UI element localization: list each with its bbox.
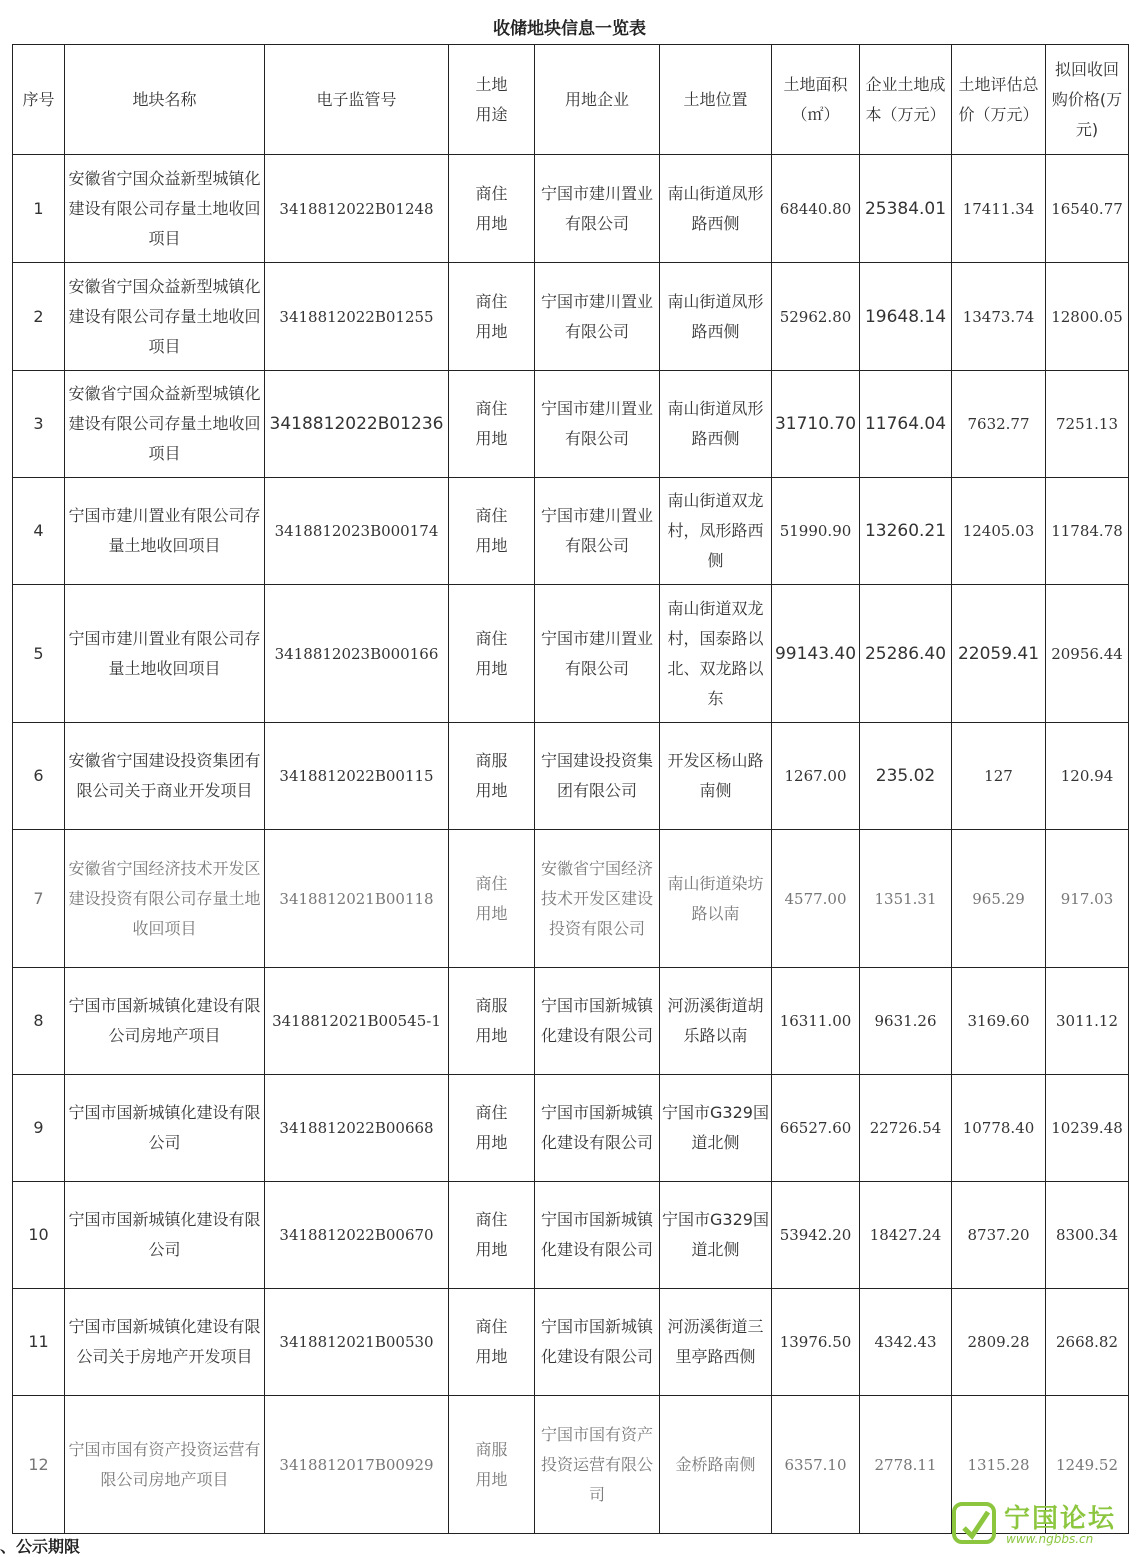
cell-code: 3418812022B01248 xyxy=(265,155,449,263)
cell-use: 商住用地 xyxy=(449,1075,535,1182)
land-info-table xyxy=(12,44,1129,1534)
cell-company: 宁国市建川置业有限公司 xyxy=(535,585,660,723)
cell-area: 31710.70 xyxy=(772,371,860,478)
table-row xyxy=(13,155,1129,263)
cell-cost: 235.02 xyxy=(860,723,952,830)
cell-appraisal: 1315.28 xyxy=(952,1396,1046,1534)
cell-location: 宁国市G329国道北侧 xyxy=(660,1182,772,1289)
cell-use: 商住用地 xyxy=(449,263,535,371)
cell-price: 3011.12 xyxy=(1046,968,1129,1075)
cell-name: 安徽省宁国建设投资集团有限公司关于商业开发项目 xyxy=(65,723,265,830)
cell-price: 12800.05 xyxy=(1046,263,1129,371)
cell-no: 9 xyxy=(13,1075,65,1182)
cell-name: 宁国市国新城镇化建设有限公司 xyxy=(65,1075,265,1182)
cell-use: 商住用地 xyxy=(449,371,535,478)
cell-price: 20956.44 xyxy=(1046,585,1129,723)
cell-location: 河沥溪街道胡乐路以南 xyxy=(660,968,772,1075)
cell-area: 6357.10 xyxy=(772,1396,860,1534)
table-row xyxy=(13,968,1129,1075)
cell-no: 10 xyxy=(13,1182,65,1289)
cell-cost: 1351.31 xyxy=(860,830,952,968)
cell-company: 安徽省宁国经济技术开发区建设投资有限公司 xyxy=(535,830,660,968)
cell-company: 宁国市国新城镇化建设有限公司 xyxy=(535,1289,660,1396)
cell-area: 53942.20 xyxy=(772,1182,860,1289)
cell-company: 宁国市国新城镇化建设有限公司 xyxy=(535,1182,660,1289)
table-row xyxy=(13,1289,1129,1396)
col-header-use: 土地用途 xyxy=(449,45,535,155)
cell-no: 2 xyxy=(13,263,65,371)
table-row xyxy=(13,1182,1129,1289)
cell-cost: 22726.54 xyxy=(860,1075,952,1182)
cell-no: 4 xyxy=(13,478,65,585)
cell-no: 7 xyxy=(13,830,65,968)
watermark-text: 宁国论坛 xyxy=(1004,1504,1117,1534)
cell-appraisal: 12405.03 xyxy=(952,478,1046,585)
cell-code: 3418812023B000174 xyxy=(265,478,449,585)
col-header-location: 土地位置 xyxy=(660,45,772,155)
cell-appraisal: 2809.28 xyxy=(952,1289,1046,1396)
cell-appraisal: 3169.60 xyxy=(952,968,1046,1075)
cell-use: 商住用地 xyxy=(449,1182,535,1289)
cell-location: 南山街道凤形路西侧 xyxy=(660,263,772,371)
cell-use: 商服用地 xyxy=(449,968,535,1075)
cell-no: 6 xyxy=(13,723,65,830)
cell-name: 宁国市国新城镇化建设有限公司 xyxy=(65,1182,265,1289)
watermark xyxy=(950,1498,1130,1548)
cell-price: 8300.34 xyxy=(1046,1182,1129,1289)
cell-name: 宁国市建川置业有限公司存量土地收回项目 xyxy=(65,585,265,723)
cell-code: 3418812021B00118 xyxy=(265,830,449,968)
table-row xyxy=(13,585,1129,723)
cell-code: 3418812021B00530 xyxy=(265,1289,449,1396)
cell-price: 7251.13 xyxy=(1046,371,1129,478)
cell-location: 南山街道双龙村，国泰路以北、双龙路以东 xyxy=(660,585,772,723)
section-heading-publicity-period: 、公示期限 xyxy=(0,1537,81,1556)
cell-use: 商住用地 xyxy=(449,585,535,723)
cell-code: 3418812021B00545-1 xyxy=(265,968,449,1075)
cell-cost: 25286.40 xyxy=(860,585,952,723)
cell-company: 宁国建设投资集团有限公司 xyxy=(535,723,660,830)
cell-use: 商住用地 xyxy=(449,1289,535,1396)
cell-area: 66527.60 xyxy=(772,1075,860,1182)
table-row xyxy=(13,1075,1129,1182)
cell-no: 11 xyxy=(13,1289,65,1396)
cell-price: 2668.82 xyxy=(1046,1289,1129,1396)
cell-code: 3418812017B00929 xyxy=(265,1396,449,1534)
cell-cost: 11764.04 xyxy=(860,371,952,478)
cell-cost: 4342.43 xyxy=(860,1289,952,1396)
cell-area: 99143.40 xyxy=(772,585,860,723)
col-header-price: 拟回收回购价格(万元) xyxy=(1046,45,1129,155)
cell-company: 宁国市建川置业有限公司 xyxy=(535,371,660,478)
cell-area: 52962.80 xyxy=(772,263,860,371)
cell-company: 宁国市国新城镇化建设有限公司 xyxy=(535,1075,660,1182)
cell-code: 3418812022B00115 xyxy=(265,723,449,830)
cell-use: 商住用地 xyxy=(449,830,535,968)
cell-use: 商服用地 xyxy=(449,723,535,830)
cell-location: 开发区杨山路南侧 xyxy=(660,723,772,830)
cell-name: 宁国市国新城镇化建设有限公司关于房地产开发项目 xyxy=(65,1289,265,1396)
cell-cost: 18427.24 xyxy=(860,1182,952,1289)
col-header-code: 电子监管号 xyxy=(265,45,449,155)
cell-price: 16540.77 xyxy=(1046,155,1129,263)
page-title: 收储地块信息一览表 xyxy=(493,19,646,39)
col-header-cost: 企业土地成本（万元） xyxy=(860,45,952,155)
cell-no: 3 xyxy=(13,371,65,478)
col-header-company: 用地企业 xyxy=(535,45,660,155)
cell-company: 宁国市国新城镇化建设有限公司 xyxy=(535,968,660,1075)
cell-cost: 13260.21 xyxy=(860,478,952,585)
cell-name: 安徽省宁国经济技术开发区建设投资有限公司存量土地收回项目 xyxy=(65,830,265,968)
cell-name: 宁国市国有资产投资运营有限公司房地产项目 xyxy=(65,1396,265,1534)
cell-price: 11784.78 xyxy=(1046,478,1129,585)
cell-location: 南山街道凤形路西侧 xyxy=(660,155,772,263)
cell-no: 5 xyxy=(13,585,65,723)
cell-location: 河沥溪街道三里亭路西侧 xyxy=(660,1289,772,1396)
cell-price: 120.94 xyxy=(1046,723,1129,830)
cell-company: 宁国市建川置业有限公司 xyxy=(535,155,660,263)
cell-use: 商住用地 xyxy=(449,478,535,585)
cell-company: 宁国市国有资产投资运营有限公司 xyxy=(535,1396,660,1534)
cell-cost: 9631.26 xyxy=(860,968,952,1075)
cell-use: 商住用地 xyxy=(449,155,535,263)
cell-area: 68440.80 xyxy=(772,155,860,263)
cell-price: 917.03 xyxy=(1046,830,1129,968)
cell-area: 1267.00 xyxy=(772,723,860,830)
col-header-name: 地块名称 xyxy=(65,45,265,155)
cell-code: 3418812022B01236 xyxy=(265,371,449,478)
cell-name: 安徽省宁国众益新型城镇化建设有限公司存量土地收回项目 xyxy=(65,263,265,371)
cell-name: 宁国市国新城镇化建设有限公司房地产项目 xyxy=(65,968,265,1075)
header-row xyxy=(13,45,1129,155)
cell-cost: 19648.14 xyxy=(860,263,952,371)
cell-appraisal: 127 xyxy=(952,723,1046,830)
cell-price: 10239.48 xyxy=(1046,1075,1129,1182)
cell-cost: 2778.11 xyxy=(860,1396,952,1534)
table-row xyxy=(13,830,1129,968)
cell-location: 南山街道凤形路西侧 xyxy=(660,371,772,478)
cell-location: 南山街道双龙村，凤形路西侧 xyxy=(660,478,772,585)
cell-location: 南山街道染坊路以南 xyxy=(660,830,772,968)
cell-appraisal: 13473.74 xyxy=(952,263,1046,371)
cell-appraisal: 7632.77 xyxy=(952,371,1046,478)
cell-location: 宁国市G329国道北侧 xyxy=(660,1075,772,1182)
table-row xyxy=(13,723,1129,830)
cell-appraisal: 10778.40 xyxy=(952,1075,1046,1182)
cell-code: 3418812023B000166 xyxy=(265,585,449,723)
cell-no: 1 xyxy=(13,155,65,263)
cell-area: 4577.00 xyxy=(772,830,860,968)
col-header-no: 序号 xyxy=(13,45,65,155)
cell-price: 1249.52 xyxy=(1046,1396,1129,1534)
col-header-appraisal: 土地评估总价（万元） xyxy=(952,45,1046,155)
cell-location: 金桥路南侧 xyxy=(660,1396,772,1534)
cell-cost: 25384.01 xyxy=(860,155,952,263)
table-row xyxy=(13,371,1129,478)
cell-appraisal: 8737.20 xyxy=(952,1182,1046,1289)
table-row xyxy=(13,263,1129,371)
cell-appraisal: 22059.41 xyxy=(952,585,1046,723)
cell-area: 51990.90 xyxy=(772,478,860,585)
col-header-area: 土地面积（㎡） xyxy=(772,45,860,155)
cell-code: 3418812022B01255 xyxy=(265,263,449,371)
cell-name: 安徽省宁国众益新型城镇化建设有限公司存量土地收回项目 xyxy=(65,155,265,263)
table-row xyxy=(13,478,1129,585)
cell-appraisal: 965.29 xyxy=(952,830,1046,968)
cell-name: 宁国市建川置业有限公司存量土地收回项目 xyxy=(65,478,265,585)
cell-no: 12 xyxy=(13,1396,65,1534)
forum-logo-icon xyxy=(950,1498,1000,1548)
cell-company: 宁国市建川置业有限公司 xyxy=(535,263,660,371)
watermark-url: www.ngbbs.cn xyxy=(1006,1532,1094,1546)
cell-use: 商服用地 xyxy=(449,1396,535,1534)
cell-no: 8 xyxy=(13,968,65,1075)
cell-name: 安徽省宁国众益新型城镇化建设有限公司存量土地收回项目 xyxy=(65,371,265,478)
cell-code: 3418812022B00670 xyxy=(265,1182,449,1289)
cell-area: 16311.00 xyxy=(772,968,860,1075)
cell-company: 宁国市建川置业有限公司 xyxy=(535,478,660,585)
cell-area: 13976.50 xyxy=(772,1289,860,1396)
cell-appraisal: 17411.34 xyxy=(952,155,1046,263)
cell-code: 3418812022B00668 xyxy=(265,1075,449,1182)
